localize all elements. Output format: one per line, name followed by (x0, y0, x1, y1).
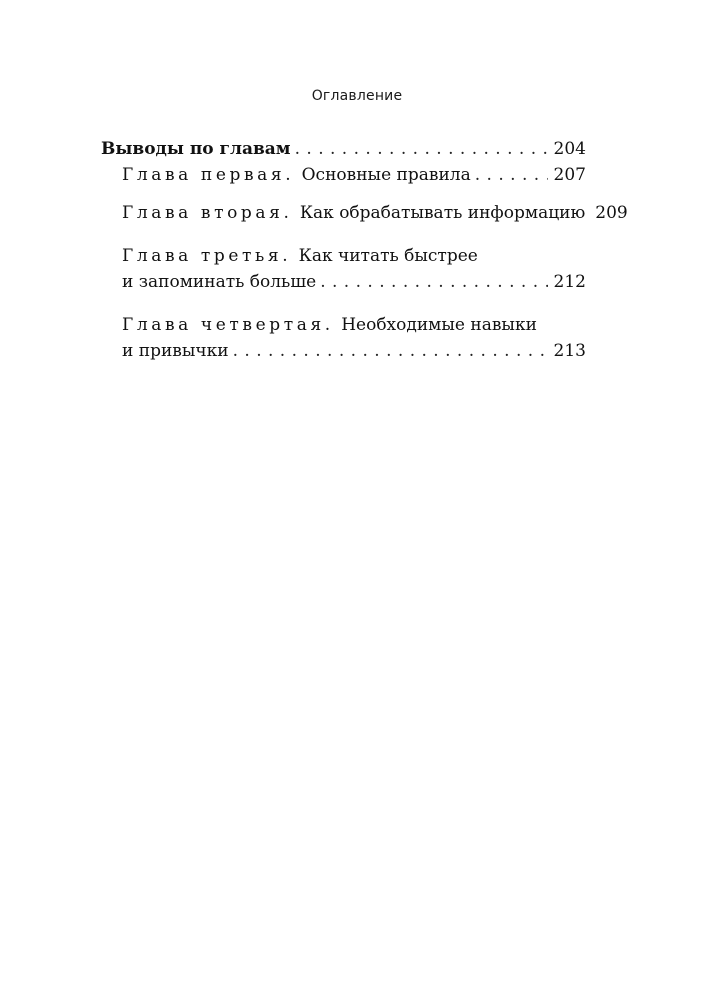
toc-chapter-title: Основные правила (301, 165, 471, 185)
dot-leader (295, 136, 548, 162)
toc-chapter-title: Как читать быстрее (298, 246, 478, 266)
dot-leader (475, 162, 548, 188)
toc-chapter-label: Глава третья. (122, 246, 292, 266)
dot-leader (233, 338, 548, 364)
toc-chapter-label: Глава вторая. (122, 203, 293, 223)
toc-chapter-title-continued: и запоминать больше (122, 272, 317, 292)
toc-page-number: 207 (553, 165, 586, 185)
toc-part-title: Выводы по главам (101, 139, 291, 159)
running-head: Оглавление (311, 88, 403, 104)
table-of-contents (101, 136, 628, 364)
toc-chapter-title: Необходимые навыки (341, 315, 537, 335)
toc-page-number: 213 (553, 341, 586, 361)
toc-page-number: 209 (595, 203, 628, 223)
toc-entry-chapter-1[interactable] (101, 162, 586, 188)
toc-entry-chapter-4[interactable] (101, 312, 586, 364)
toc-chapter-label: Глава первая. (122, 165, 295, 185)
toc-page-number: 204 (553, 139, 586, 159)
toc-entry-chapter-2[interactable] (101, 200, 628, 226)
dot-leader (320, 269, 547, 295)
toc-chapter-title: Как обрабатывать информацию (299, 203, 586, 223)
toc-page-number: 212 (553, 272, 586, 292)
toc-entry-chapter-3[interactable] (101, 243, 586, 295)
toc-chapter-title-continued: и привычки (122, 341, 229, 361)
toc-entry-part[interactable] (101, 136, 586, 162)
toc-chapter-label: Глава четвертая. (122, 315, 334, 335)
